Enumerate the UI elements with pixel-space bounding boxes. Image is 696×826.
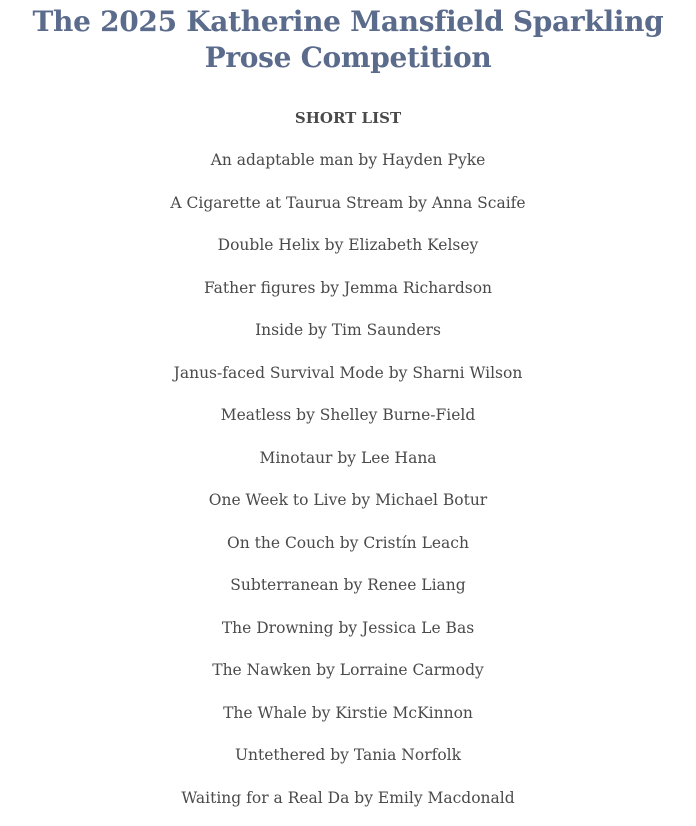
shortlist-section bbox=[0, 108, 696, 808]
list-item: An adaptable man by Hayden Pyke bbox=[210, 151, 486, 169]
list-item: Meatless by Shelley Burne-Field bbox=[220, 406, 476, 424]
list-item: The Nawken by Lorraine Carmody bbox=[212, 661, 484, 679]
list-item: On the Couch by Cristín Leach bbox=[227, 533, 469, 552]
list-item: One Week to Live by Michael Botur bbox=[208, 491, 488, 509]
list-item: A Cigarette at Taurua Stream by Anna Scaife bbox=[170, 193, 526, 212]
shortlist-heading: SHORT LIST bbox=[294, 109, 402, 127]
list-item: Untethered by Tania Norfolk bbox=[234, 746, 462, 764]
shortlist bbox=[0, 150, 696, 808]
list-item: Janus-faced Survival Mode by Sharni Wilson bbox=[173, 363, 523, 382]
list-item: Double Helix by Elizabeth Kelsey bbox=[217, 236, 479, 254]
list-item: Subterranean by Renee Liang bbox=[230, 576, 466, 594]
page-title: The 2025 Katherine Mansfield Sparkling Prose Competition bbox=[32, 5, 664, 74]
list-item: Inside by Tim Saunders bbox=[255, 321, 441, 339]
list-item: Waiting for a Real Da by Emily Macdonald bbox=[181, 788, 515, 807]
list-item: The Whale by Kirstie McKinnon bbox=[223, 703, 473, 722]
list-item: Father figures by Jemma Richardson bbox=[203, 278, 493, 297]
list-item: The Drowning by Jessica Le Bas bbox=[221, 618, 475, 637]
list-item: Minotaur by Lee Hana bbox=[259, 448, 437, 467]
